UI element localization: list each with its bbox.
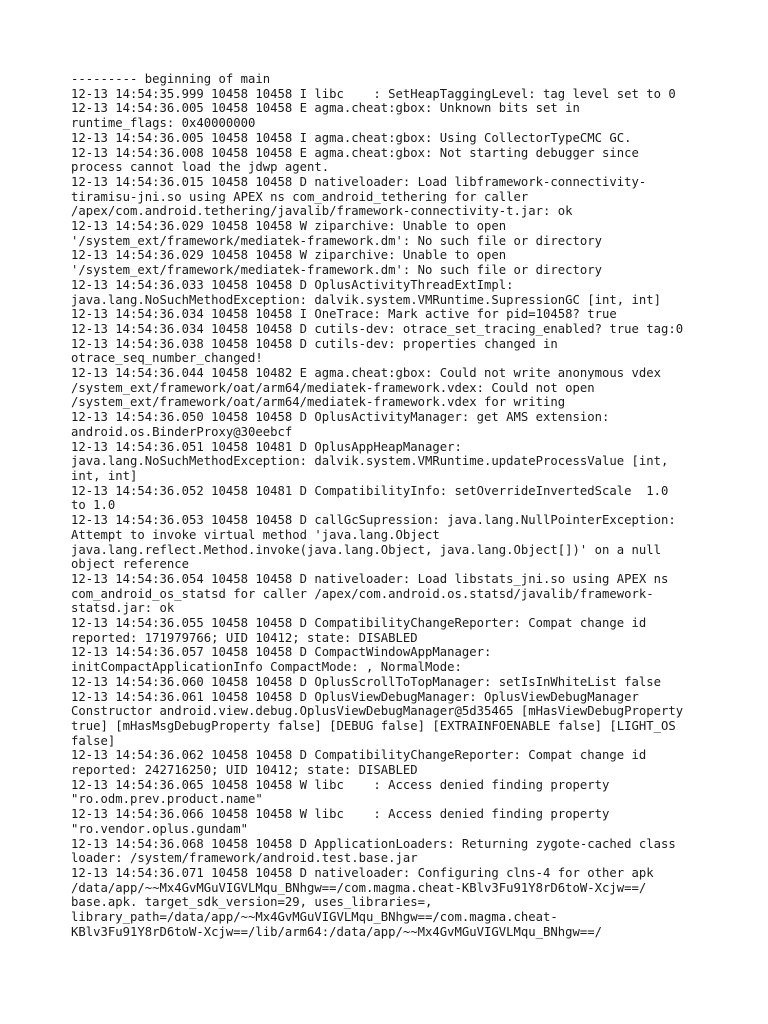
- log-line: Attempt to invoke virtual method 'java.lang.Object: [71, 527, 440, 542]
- log-line: runtime_flags: 0x40000000: [71, 116, 256, 131]
- log-line: /system_ext/framework/oat/arm64/mediatek-framework.vdex for writing: [71, 395, 566, 410]
- log-line: 12-13 14:54:36.053 10458 10458 D callGcSupression: java.lang.NullPointerException:: [71, 513, 676, 528]
- log-line: /apex/com.android.tethering/javalib/framework-connectivity-t.jar: ok: [71, 204, 573, 219]
- log-line: 12-13 14:54:36.015 10458 10458 D nativeloader: Load libframework-connectivity-: [71, 174, 647, 189]
- log-line: 12-13 14:54:36.068 10458 10458 D ApplicationLoaders: Returning zygote-cached class: [71, 836, 676, 851]
- log-line: statsd.jar: ok: [71, 601, 175, 616]
- log-line: 12-13 14:54:36.071 10458 10458 D nativeloader: Configuring clns-4 for other apk: [71, 865, 654, 880]
- log-line: 12-13 14:54:36.051 10458 10481 D OplusAppHeapManager:: [71, 439, 462, 454]
- log-line: 12-13 14:54:36.029 10458 10458 W ziparchive: Unable to open: [71, 219, 507, 234]
- log-line: 12-13 14:54:36.005 10458 10458 E agma.cheat:gbox: Unknown bits set in: [71, 101, 580, 116]
- log-line: 12-13 14:54:36.044 10458 10482 E agma.cheat:gbox: Could not write anonymous vdex: [71, 366, 662, 381]
- log-line: 12-13 14:54:36.060 10458 10458 D OplusScrollToTopManager: setIsInWhiteList false: [71, 674, 662, 689]
- log-line: reported: 242716250; UID 10412; state: DISABLED: [71, 763, 418, 778]
- log-line: false]: [71, 733, 116, 748]
- log-line: 12-13 14:54:36.034 10458 10458 I OneTrace: Mark active for pid=10458? true: [71, 307, 617, 322]
- log-line: 12-13 14:54:36.066 10458 10458 W libc : Access denied finding property: [71, 807, 610, 822]
- log-line: 12-13 14:54:36.055 10458 10458 D CompatibilityChangeReporter: Compat change id: [71, 616, 647, 631]
- log-line: process cannot load the jdwp agent.: [71, 160, 330, 175]
- log-line: 12-13 14:54:36.038 10458 10458 D cutils-dev: properties changed in: [71, 336, 558, 351]
- log-line: 12-13 14:54:36.029 10458 10458 W ziparchive: Unable to open: [71, 248, 507, 263]
- log-line: int, int]: [71, 468, 138, 483]
- log-line: 12-13 14:54:36.065 10458 10458 W libc : Access denied finding property: [71, 777, 610, 792]
- log-line: 12-13 14:54:36.005 10458 10458 I agma.cheat:gbox: Using CollectorTypeCMC GC.: [71, 130, 632, 145]
- log-line: base.apk. target_sdk_version=29, uses_libraries=,: [71, 895, 433, 910]
- log-line: com_android_os_statsd for caller /apex/com.android.os.statsd/javalib/framework-: [71, 586, 654, 601]
- log-line: 12-13 14:54:36.034 10458 10458 D cutils-dev: otrace_set_tracing_enabled? true tag:0: [71, 321, 684, 336]
- log-line: tiramisu-jni.so using APEX ns com_android_tethering for caller: [71, 189, 529, 204]
- log-line: java.lang.reflect.Method.invoke(java.lang.Object, java.lang.Object[])' on a null: [71, 542, 662, 557]
- log-line: java.lang.NoSuchMethodException: dalvik.system.VMRuntime.SupressionGC [int, int]: [71, 292, 662, 307]
- log-line: 12-13 14:54:36.033 10458 10458 D OplusActivityThreadExtImpl:: [71, 277, 514, 292]
- log-line: to 1.0: [71, 498, 116, 513]
- log-line: 12-13 14:54:36.052 10458 10481 D CompatibilityInfo: setOverrideInvertedScale 1.0: [71, 483, 669, 498]
- log-line: object reference: [71, 557, 190, 572]
- log-line: otrace_seq_number_changed!: [71, 351, 263, 366]
- log-document: [71, 72, 761, 939]
- log-line: /data/app/~~Mx4GvMGuVIGVLMqu_BNhgw==/com.magma.cheat-KBlv3Fu91Y8rD6toW-Xcjw==/: [71, 880, 647, 895]
- log-line: "ro.odm.prev.product.name": [71, 792, 263, 807]
- log-line: "ro.vendor.oplus.gundam": [71, 821, 249, 836]
- log-line: 12-13 14:54:35.999 10458 10458 I libc : SetHeapTaggingLevel: tag level set to 0: [71, 86, 676, 101]
- log-line: reported: 171979766; UID 10412; state: DISABLED: [71, 630, 418, 645]
- log-line: initCompactApplicationInfo CompactMode: , NormalMode:: [71, 660, 462, 675]
- log-line: '/system_ext/framework/mediatek-framework.dm': No such file or directory: [71, 233, 603, 248]
- log-line: 12-13 14:54:36.062 10458 10458 D CompatibilityChangeReporter: Compat change id: [71, 748, 647, 763]
- log-line: Constructor android.view.debug.OplusViewDebugManager@5d35465 [mHasViewDebugProperty: [71, 704, 684, 719]
- log-line: 12-13 14:54:36.061 10458 10458 D OplusViewDebugManager: OplusViewDebugManager: [71, 689, 639, 704]
- log-line: true] [mHasMsgDebugProperty false] [DEBUG false] [EXTRAINFOENABLE false] [LIGHT_OS: [71, 718, 676, 733]
- log-line: 12-13 14:54:36.054 10458 10458 D nativeloader: Load libstats_jni.so using APEX ns: [71, 571, 669, 586]
- log-line: 12-13 14:54:36.008 10458 10458 E agma.cheat:gbox: Not starting debugger since: [71, 145, 639, 160]
- log-line: 12-13 14:54:36.050 10458 10458 D OplusActivityManager: get AMS extension:: [71, 410, 610, 425]
- log-line: KBlv3Fu91Y8rD6toW-Xcjw==/lib/arm64:/data/app/~~Mx4GvMGuVIGVLMqu_BNhgw==/: [71, 924, 603, 939]
- log-line: 12-13 14:54:36.057 10458 10458 D CompactWindowAppManager:: [71, 645, 492, 660]
- log-line: library_path=/data/app/~~Mx4GvMGuVIGVLMqu_BNhgw==/com.magma.cheat-: [71, 910, 558, 925]
- log-line: java.lang.NoSuchMethodException: dalvik.system.VMRuntime.updateProcessValue [int,: [71, 454, 669, 469]
- log-line: /system_ext/framework/oat/arm64/mediatek-framework.vdex: Could not open: [71, 380, 595, 395]
- log-line: android.os.BinderProxy@30eebcf: [71, 424, 293, 439]
- log-line: '/system_ext/framework/mediatek-framework.dm': No such file or directory: [71, 263, 603, 278]
- log-line: loader: /system/framework/android.test.base.jar: [71, 851, 418, 866]
- log-line: --------- beginning of main: [71, 72, 271, 86]
